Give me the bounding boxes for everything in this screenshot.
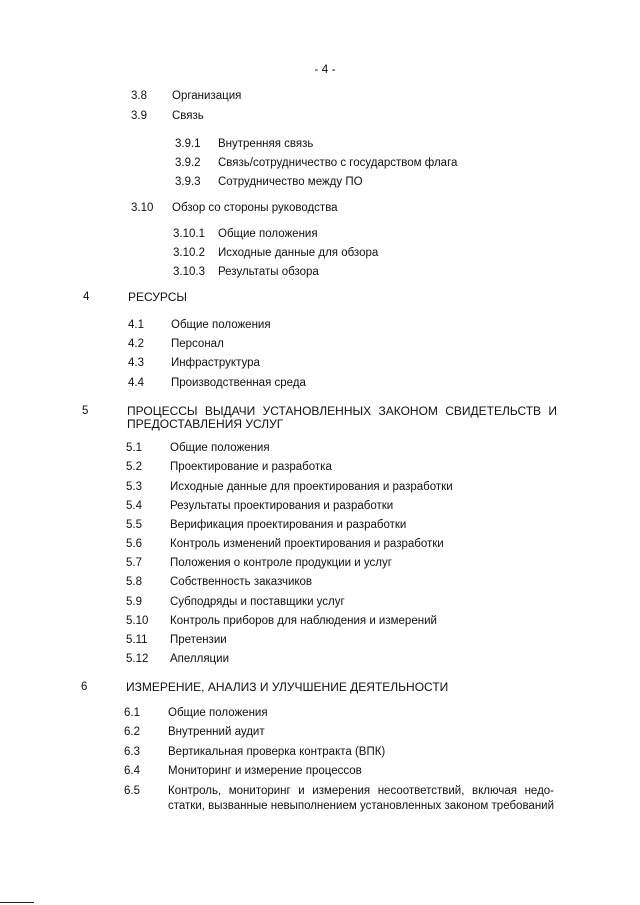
toc-number: 5.5 — [126, 519, 142, 531]
toc-number: 5.2 — [126, 461, 142, 473]
toc-title: Общие положения — [170, 442, 270, 454]
toc-title: Верификация проектирования и разработки — [170, 519, 407, 531]
toc-number: 5.1 — [126, 442, 142, 454]
toc-title: Внутренний аудит — [168, 726, 265, 738]
toc-title: Сотрудничество между ПО — [218, 176, 363, 188]
toc-number: 4.1 — [128, 319, 144, 331]
toc-title: Результаты проектирования и разработки — [170, 500, 394, 512]
toc-number: 3.10 — [131, 202, 154, 214]
toc-number: 5.12 — [126, 653, 149, 665]
scan-edge-mark — [0, 902, 34, 903]
toc-title: Общие положения — [218, 228, 318, 240]
toc-title: Претензии — [170, 634, 227, 646]
toc-number: 5.7 — [126, 557, 142, 569]
toc-number: 6.3 — [124, 746, 140, 758]
toc-title: Исходные данные для обзора — [218, 247, 379, 259]
toc-number: 3.10.2 — [173, 247, 205, 259]
toc-title: Связь/сотрудничество с государством флага — [218, 157, 458, 169]
toc-number: 4.3 — [128, 357, 144, 369]
toc-title: ИЗМЕРЕНИЕ, АНАЛИЗ И УЛУЧШЕНИЕ ДЕЯТЕЛЬНОСТИ — [126, 680, 449, 694]
toc-number: 4.2 — [128, 338, 144, 350]
toc-title: Общие положения — [171, 319, 271, 331]
toc-title: Обзор со стороны руководства — [172, 202, 338, 214]
toc-title: Собственность заказчиков — [170, 576, 313, 588]
toc-number: 3.10.1 — [173, 228, 205, 240]
page-number: - 4 - — [314, 62, 336, 76]
toc-title-line-2: статки, вызванные невыполнением установленных законом требований — [168, 800, 555, 812]
toc-number: 5.10 — [126, 615, 149, 627]
toc-title: Общие положения — [168, 707, 268, 719]
toc-number: 3.8 — [131, 90, 147, 102]
toc-number: 5.9 — [126, 596, 142, 608]
toc-number: 5.8 — [126, 576, 142, 588]
toc-title: Производственная среда — [171, 377, 306, 389]
toc-number: 5.6 — [126, 538, 142, 550]
toc-number: 3.9.1 — [175, 138, 201, 150]
toc-number: 3.10.3 — [173, 266, 205, 278]
toc-number: 6.5 — [124, 785, 140, 797]
toc-title: Инфраструктура — [171, 357, 260, 369]
toc-number: 3.9.2 — [175, 157, 201, 169]
toc-title: Мониторинг и измерение процессов — [168, 765, 362, 777]
toc-title: Вертикальная проверка контракта (ВПК) — [168, 746, 386, 758]
toc-title: РЕСУРСЫ — [128, 290, 188, 304]
toc-number: 6.4 — [124, 765, 140, 777]
toc-title: Внутренняя связь — [218, 138, 314, 150]
toc-number: 3.9.3 — [175, 176, 201, 188]
toc-number: 6.1 — [124, 707, 140, 719]
toc-number: 6.2 — [124, 726, 140, 738]
toc-title-line-1: Контроль, мониторинг и измерения несоответствий, включая недо- — [168, 785, 554, 797]
toc-title: Организация — [172, 90, 242, 102]
toc-title: Связь — [172, 110, 204, 122]
toc-title: Положения о контроле продукции и услуг — [170, 557, 392, 569]
toc-number: 5.4 — [126, 500, 142, 512]
toc-number: 6 — [81, 681, 88, 693]
toc-title: Исходные данные для проектирования и разработки — [170, 481, 453, 493]
toc-title: Результаты обзора — [218, 266, 319, 278]
toc-number: 5.11 — [126, 634, 148, 646]
toc-title: Апелляции — [170, 653, 229, 665]
toc-number: 5.3 — [126, 481, 142, 493]
toc-number: 4 — [83, 291, 90, 303]
toc-number: 4.4 — [128, 377, 144, 389]
toc-title: Проектирование и разработка — [170, 461, 332, 473]
toc-title: Контроль изменений проектирования и разработки — [170, 538, 444, 550]
toc-title-line-1: ПРОЦЕССЫ ВЫДАЧИ УСТАНОВЛЕННЫХ ЗАКОНОМ СВИДЕТЕЛЬСТВ И — [127, 404, 557, 418]
toc-title: Контроль приборов для наблюдения и измерений — [170, 615, 437, 627]
toc-number: 3.9 — [131, 110, 147, 122]
toc-title: Субподряды и поставщики услуг — [170, 596, 345, 608]
toc-title-line-2: ПРЕДОСТАВЛЕНИЯ УСЛУГ — [127, 417, 284, 431]
toc-number: 5 — [82, 405, 89, 417]
toc-title: Персонал — [171, 338, 224, 350]
